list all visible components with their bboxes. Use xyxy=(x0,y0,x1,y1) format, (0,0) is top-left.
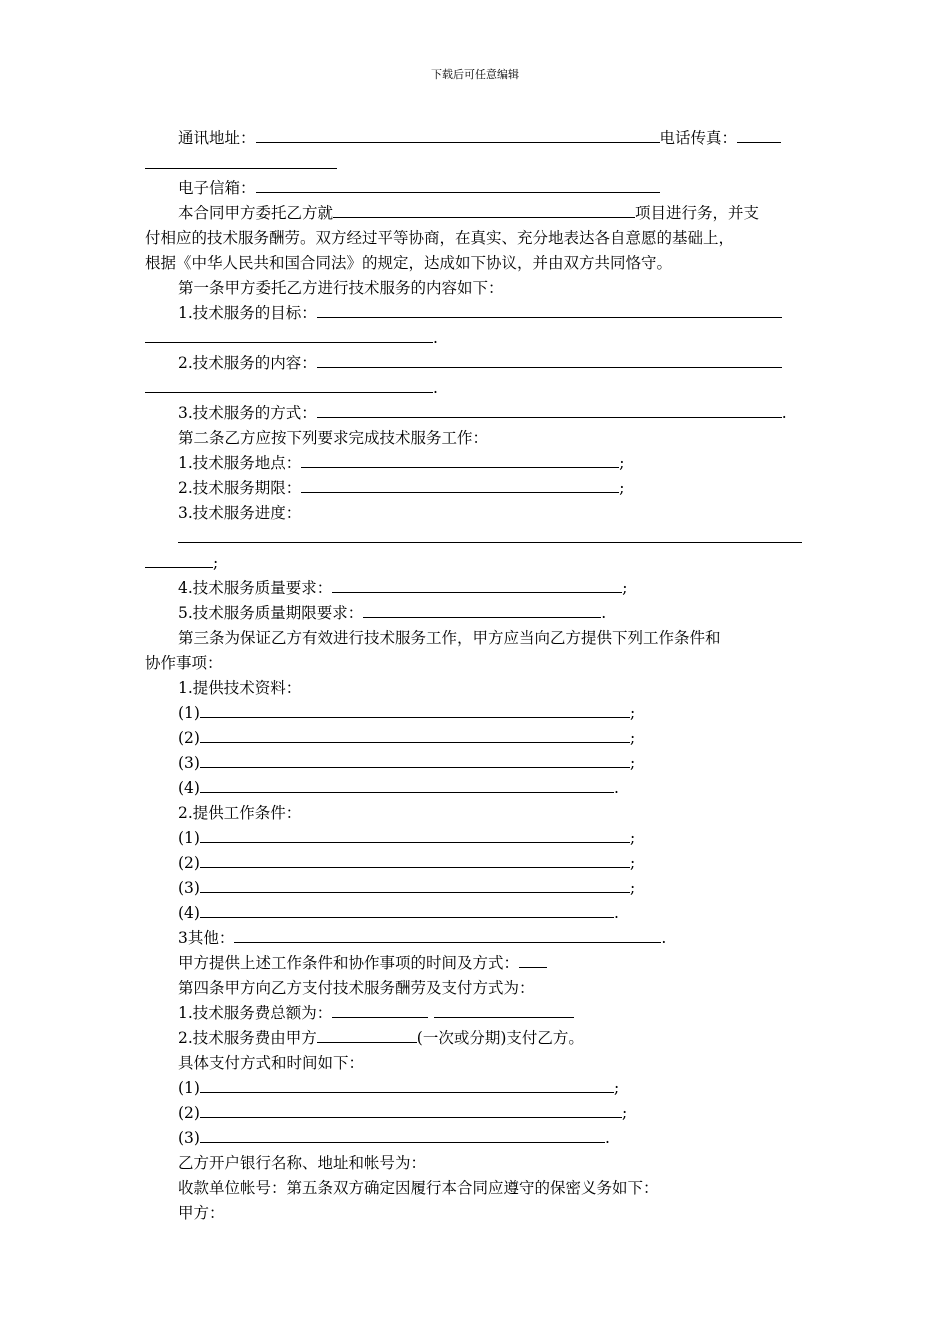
contract-line xyxy=(178,678,301,698)
contract-line xyxy=(145,228,734,248)
punctuation: . xyxy=(433,379,438,397)
item-number: (3) xyxy=(178,879,200,897)
punctuation: ; xyxy=(629,704,636,722)
blank-line xyxy=(363,603,601,618)
field-label: 3.技术服务的方式： xyxy=(178,404,317,422)
contract-line xyxy=(178,1153,426,1173)
field-label: 5.技术服务质量期限要求： xyxy=(178,604,364,622)
blank-line xyxy=(332,1003,428,1018)
contract-line xyxy=(178,578,628,598)
punctuation: ; xyxy=(613,1079,620,1097)
blank-line xyxy=(200,828,630,843)
blank-line xyxy=(234,928,661,943)
contract-line xyxy=(178,878,635,898)
contract-line xyxy=(145,328,438,348)
blank-line xyxy=(200,1128,605,1143)
blank-line xyxy=(333,203,635,218)
punctuation: . xyxy=(433,329,438,347)
clause-text: 收款单位帐号：第五条双方确定因履行本合同应遵守的保密义务如下： xyxy=(178,1179,659,1197)
field-label: 3其他： xyxy=(178,929,235,947)
contract-line xyxy=(178,1178,659,1198)
blank-line xyxy=(200,778,614,793)
field-label: 3.技术服务进度： xyxy=(178,504,302,522)
page-header: 下载后可任意编辑 xyxy=(431,68,519,81)
contract-line xyxy=(178,528,802,548)
blank-line xyxy=(317,403,782,418)
blank-line xyxy=(317,303,782,318)
blank-line xyxy=(145,378,433,393)
field-label: 1.技术服务的目标： xyxy=(178,304,317,322)
blank-line xyxy=(434,1003,574,1018)
blank-line xyxy=(256,128,660,143)
punctuation: . xyxy=(604,1129,610,1147)
article-heading xyxy=(178,628,721,648)
blank-line xyxy=(200,1078,614,1093)
punctuation: ; xyxy=(619,479,625,497)
clause-text: 项目进行务，并支 xyxy=(635,204,760,222)
contract-line xyxy=(178,403,787,423)
article-heading xyxy=(178,978,535,998)
item-number: (1) xyxy=(178,704,200,722)
field-label: 2.提供工作条件： xyxy=(178,804,302,822)
blank-line xyxy=(317,353,782,368)
clause-text: (一次或分期)支付乙方。 xyxy=(416,1029,584,1047)
contract-line xyxy=(178,1003,574,1023)
contract-line xyxy=(178,1053,364,1073)
contract-line xyxy=(145,253,672,273)
punctuation: ; xyxy=(629,879,636,897)
clause-text: 付相应的技术服务酬劳。双方经过平等协商，在真实、充分地表达各自意愿的基础上， xyxy=(145,229,735,247)
field-label: 1.技术服务费总额为： xyxy=(178,1004,333,1022)
item-number: (1) xyxy=(178,829,200,847)
field-label: 2.技术服务期限： xyxy=(178,479,302,497)
blank-line xyxy=(145,553,213,568)
clause-text: 协作事项： xyxy=(145,654,223,672)
clause-text: 本合同甲方委托乙方就 xyxy=(178,204,334,222)
field-label: 甲方： xyxy=(178,1204,225,1222)
punctuation: ; xyxy=(621,1104,628,1122)
contract-line xyxy=(178,1103,627,1123)
article-heading xyxy=(178,278,504,298)
contract-line xyxy=(145,553,218,573)
field-label: 甲方提供上述工作条件和协作事项的时间及方式： xyxy=(178,954,520,972)
clause-text: 第四条甲方向乙方支付技术服务酬劳及支付方式为： xyxy=(178,979,535,997)
punctuation: ; xyxy=(622,579,628,597)
item-number: (4) xyxy=(178,779,200,797)
contract-line xyxy=(145,378,438,398)
punctuation: . xyxy=(661,929,667,947)
contract-line xyxy=(178,453,625,473)
article-heading xyxy=(178,428,488,448)
contract-line xyxy=(178,903,619,923)
blank-line xyxy=(332,578,622,593)
blank-line xyxy=(301,453,619,468)
punctuation: ; xyxy=(629,754,636,772)
field-label: 电话传真： xyxy=(659,129,738,147)
item-number: (3) xyxy=(178,754,200,772)
clause-text: 第三条为保证乙方有效进行技术服务工作，甲方应当向乙方提供下列工作条件和 xyxy=(178,629,721,647)
blank-line xyxy=(200,1103,622,1118)
blank-line xyxy=(200,728,630,743)
punctuation: . xyxy=(601,604,607,622)
punctuation: . xyxy=(613,904,619,922)
blank-line xyxy=(200,703,630,718)
blank-line xyxy=(519,953,547,968)
punctuation: . xyxy=(781,404,787,422)
contract-line xyxy=(178,928,666,948)
field-label: 2.技术服务费由甲方 xyxy=(178,1029,317,1047)
contract-line xyxy=(178,778,619,798)
contract-line xyxy=(178,703,635,723)
blank-line xyxy=(145,154,337,169)
blank-line xyxy=(737,128,781,143)
field-label: 4.技术服务质量要求： xyxy=(178,579,333,597)
blank-line xyxy=(200,753,630,768)
blank-line xyxy=(256,178,660,193)
field-label: 具体支付方式和时间如下： xyxy=(178,1054,365,1072)
contract-line xyxy=(145,653,223,673)
contract-line xyxy=(178,853,635,873)
contract-line xyxy=(178,828,635,848)
contract-line xyxy=(178,178,660,198)
item-number: (2) xyxy=(178,1104,200,1122)
clause-text: 乙方开户银行名称、地址和帐号为： xyxy=(178,1154,427,1172)
contract-line xyxy=(178,803,301,823)
contract-line xyxy=(178,1128,610,1148)
item-number: (2) xyxy=(178,854,200,872)
blank-line xyxy=(200,878,630,893)
item-number: (1) xyxy=(178,1079,200,1097)
blank-line xyxy=(317,1028,417,1043)
contract-line xyxy=(178,478,625,498)
contract-line xyxy=(178,1203,225,1223)
contract-line xyxy=(178,1078,619,1098)
contract-line xyxy=(178,1028,584,1048)
item-number: (2) xyxy=(178,729,200,747)
punctuation: . xyxy=(613,779,619,797)
item-number: (4) xyxy=(178,904,200,922)
contract-line xyxy=(145,154,337,174)
item-number: (3) xyxy=(178,1129,200,1147)
clause-text: 第一条甲方委托乙方进行技术服务的内容如下： xyxy=(178,279,504,297)
blank-line xyxy=(145,328,433,343)
clause-text: 根据《中华人民共和国合同法》的规定，达成如下协议，并由双方共同恪守。 xyxy=(145,254,673,272)
contract-line xyxy=(178,353,782,373)
field-label: 电子信箱： xyxy=(178,179,256,197)
contract-line xyxy=(178,303,782,323)
field-label: 通讯地址： xyxy=(178,129,256,147)
contract-line xyxy=(178,203,759,223)
contract-line xyxy=(178,503,301,523)
blank-line xyxy=(178,528,802,543)
field-label: 1.提供技术资料： xyxy=(178,679,302,697)
field-label: 1.技术服务地点： xyxy=(178,454,302,472)
blank-line xyxy=(200,853,630,868)
clause-text: 第二条乙方应按下列要求完成技术服务工作： xyxy=(178,429,489,447)
field-label: 2.技术服务的内容： xyxy=(178,354,317,372)
contract-line xyxy=(178,728,635,748)
blank-line xyxy=(301,478,619,493)
punctuation: ; xyxy=(629,729,636,747)
contract-line xyxy=(178,953,547,973)
punctuation: ; xyxy=(213,554,219,572)
punctuation: ; xyxy=(629,829,636,847)
punctuation: ; xyxy=(629,854,636,872)
punctuation: ; xyxy=(619,454,625,472)
blank-line xyxy=(200,903,614,918)
contract-line xyxy=(178,128,781,148)
contract-line xyxy=(178,753,635,773)
contract-line xyxy=(178,603,606,623)
